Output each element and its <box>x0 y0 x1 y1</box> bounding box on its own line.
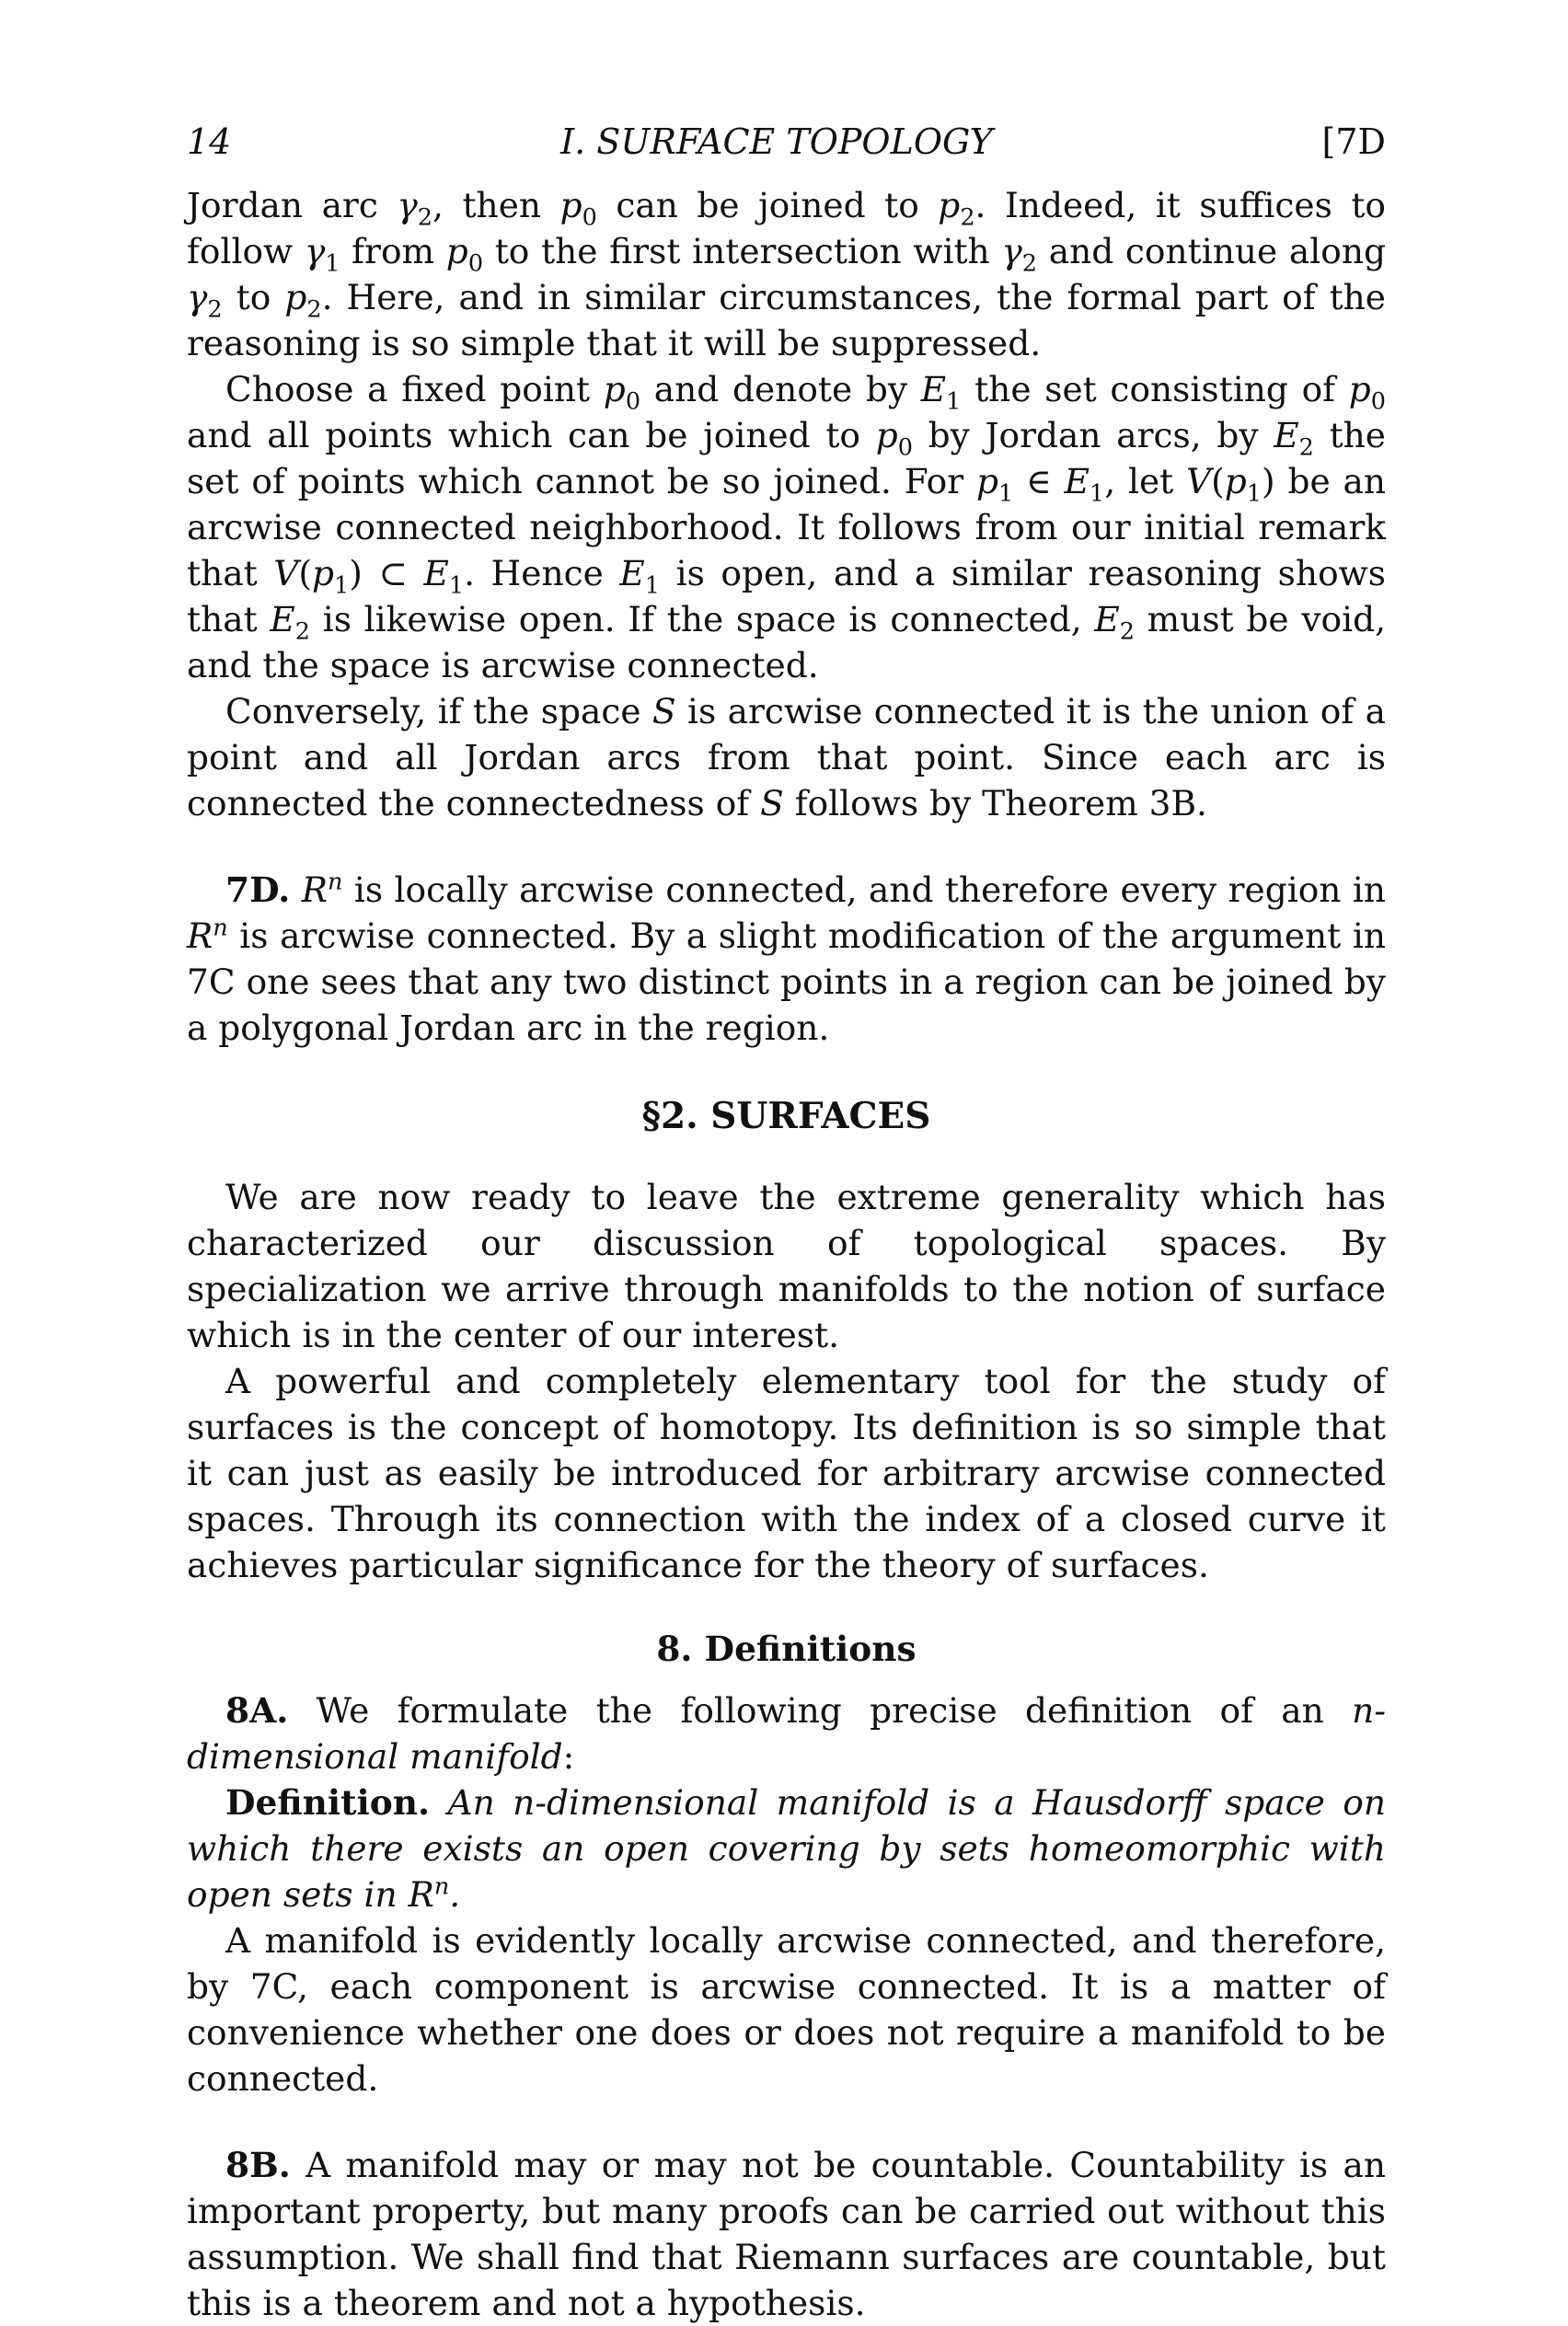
paragraph-8A: 8A. We formulate the following precise definition of an n-dimensional manifold: <box>187 1690 1386 1777</box>
label-8B: 8B. <box>225 2145 291 2185</box>
paragraph-conversely: Conversely, if the space S is arcwise connected it is the union of a point and all Jordan arcs from that point. Since each arc is connected the connectedness of S follows by Theorem 3B. <box>187 691 1386 823</box>
chapter-title: I. SURFACE TOPOLOGY <box>560 121 993 162</box>
paragraph-7D: 7D. $R^n$ is locally arcwise connected, and therefore every region in $R^n$ is arcwise connected. By a slight modification of the argument in 7C one sees that any two distinct points in a region can be joined by a polygonal Jordan arc in the region. <box>187 868 1387 1048</box>
paragraph-continued: Jordan arc $\gamma_2$, then $p_0$ can be joined to $p_2$. Indeed, it suffices to follow $\gamma_1$ from $p_0$ to the first intersection with $\gamma_2$ and continue along $\gamma_2$ to $p_2$. Here, and in similar circumstances, the formal part of the reasoning is so simple that it will be suppressed. <box>187 185 1386 363</box>
label-7D: 7D. <box>225 869 291 910</box>
section-marker: [7D <box>1321 121 1386 162</box>
page-number: 14 <box>187 121 232 162</box>
subsection-heading: 8. Definitions <box>656 1629 917 1669</box>
paragraph-homotopy: A powerful and completely elementary tool for the study of surfaces is the concept of homotopy. Its definition is so simple that it can just as easily be introduced for arbitrary arcwise connected spaces. Through its connection with the index of a closed curve it achieves particular significance for the theory of surfaces. <box>187 1361 1386 1585</box>
label-definition: Definition. <box>225 1782 431 1823</box>
paragraph-8B: 8B. A manifold may or may not be countable. Countability is an important property, but many proofs can be carried out without this assumption. We shall find that Riemann surfaces are countable, but this is a theorem and not a hypothesis. <box>187 2145 1386 2323</box>
paragraph-definition: Definition. An n-dimensional manifold is a Hausdorff space on which there exists an open covering by sets homeomorphic with open sets in $R^n$. <box>187 1782 1386 1915</box>
paragraph-fixed-point: Choose a fixed point $p_0$ and denote by $E_1$ the set consisting of $p_0$ and all points which can be joined to $p_0$ by Jordan arcs, by $E_2$ the set of points which cannot be so joined. For $p_1$ ∈ $E_1$, let $V(p_1)$ be an arcwise connected neighborhood. It follows from our initial remark that $V(p_1)$ ⊂ $E_1$. Hence $E_1$ is open, and a similar reasoning shows that $E_2$ is likewise open. If the space is connected, $E_2$ must be void, and the space is arcwise connected. <box>187 369 1387 685</box>
label-8A: 8A. <box>225 1690 289 1731</box>
running-header <box>187 121 1386 162</box>
section-heading: §2. SURFACES <box>641 1095 931 1137</box>
paragraph-intro: We are now ready to leave the extreme generality which has characterized our discussion of topological spaces. By specialization we arrive through manifolds to the notion of surface which is in the center of our interest. <box>187 1177 1386 1355</box>
paragraph-manifold-connected: A manifold is evidently locally arcwise connected, and therefore, by 7C, each component is arcwise connected. It is a matter of convenience whether one does or does not require a manifold to be connected. <box>187 1920 1386 2099</box>
